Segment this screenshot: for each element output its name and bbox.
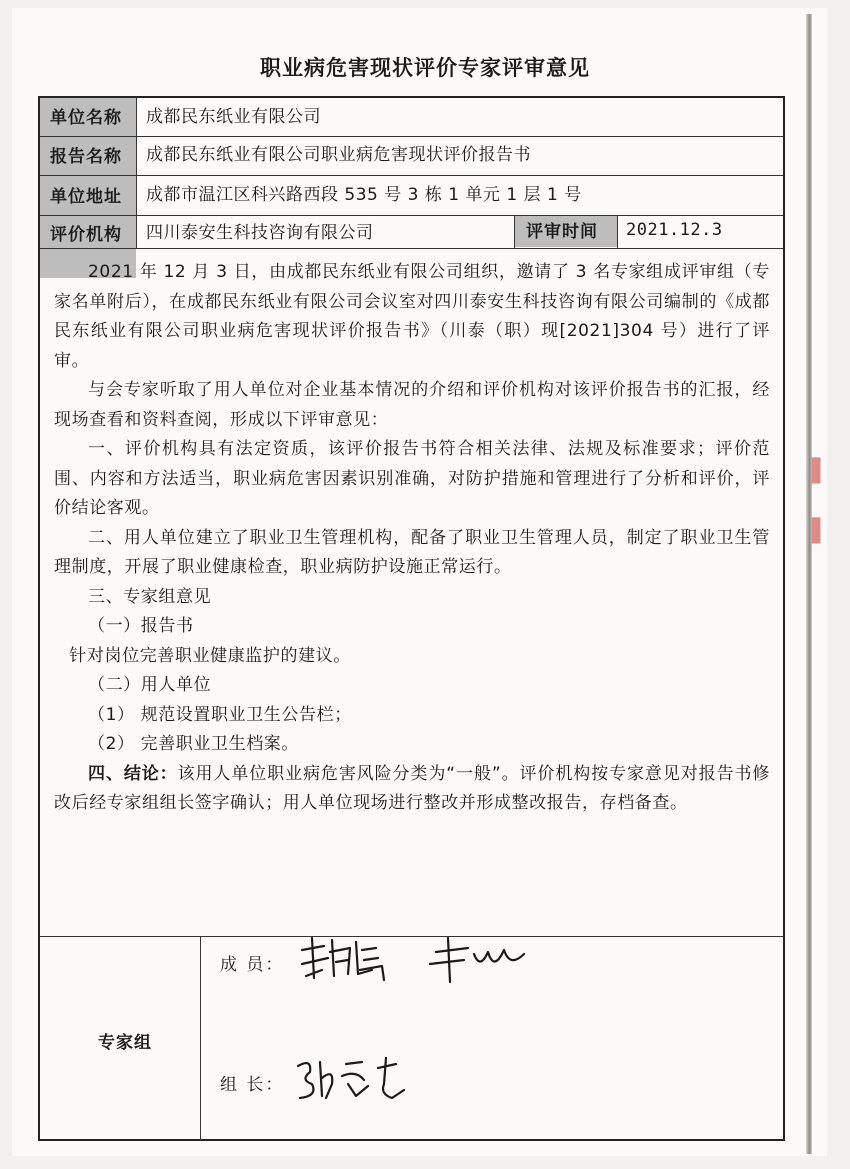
- expert-group-label: 专家组: [98, 1033, 152, 1053]
- row-divider: [40, 175, 783, 176]
- org-label: 评价机构: [50, 225, 122, 245]
- conclusion-heading: 四、结论：: [88, 763, 178, 784]
- stamp-fragment-top: ▌: [812, 459, 829, 484]
- opinion-item-3-heading: 三、专家组意见: [88, 586, 212, 607]
- leader-signature: [292, 1050, 412, 1110]
- review-time-label: 评审时间: [526, 222, 598, 242]
- suggestion-employer-2: （2） 完善职业卫生档案。: [87, 734, 300, 754]
- report-name-value: 成都民东纸业有限公司职业病危害现状评价报告书: [146, 145, 531, 165]
- column-divider: [617, 215, 618, 248]
- opinion-body: [54, 258, 770, 819]
- report-name-label: 报告名称: [50, 147, 122, 167]
- column-divider: [200, 936, 201, 1141]
- document-title: 职业病危害现状评价专家评审意见: [260, 56, 590, 80]
- opinion-paragraph-process: 与会专家听取了用人单位对企业基本情况的介绍和评价机构对该评价报告书的汇报，经现场查看和资料查阅，形成以下评审意见：: [54, 380, 770, 430]
- sub-heading-employer: （二）用人单位: [87, 675, 212, 695]
- org-value: 四川泰安生科技咨询有限公司: [146, 223, 374, 243]
- address-label: 单位地址: [50, 187, 122, 207]
- leader-label: 组 长：: [220, 1075, 285, 1095]
- conclusion-paragraph: [54, 760, 770, 819]
- conclusion-text: 该用人单位职业病危害风险分类为“一般”。评价机构按专家意见对报告书修改后经专家组组长签字确认；用人单位现场进行整改并形成整改报告，存档备查。: [54, 763, 770, 813]
- member-signatures: [298, 930, 528, 990]
- member-label: 成 员：: [220, 955, 285, 975]
- column-divider: [136, 98, 137, 248]
- unit-name-value: 成都民东纸业有限公司: [146, 107, 321, 127]
- column-divider: [514, 215, 515, 248]
- suggestion-employer-1: （1） 规范设置职业卫生公告栏；: [87, 704, 352, 725]
- opinion-item-2: 二、用人单位建立了职业卫生管理机构，配备了职业卫生管理人员，制定了职业卫生管理制度，开展了职业健康检查，职业病防护设施正常运行。: [54, 527, 770, 577]
- review-form-table: [38, 96, 785, 1141]
- opinion-item-1: 一、评价机构具有法定资质，该评价报告书符合相关法律、法规及标准要求；评价范围、内容和方法适当，职业病危害因素识别准确，对防护措施和管理进行了分析和评价，评价结论客观。: [54, 439, 770, 518]
- opinion-paragraph-intro: 2021 年 12 月 3 日，由成都民东纸业有限公司组织，邀请了 3 名专家组成评审组（专家名单附后），在成都民东纸业有限公司会议室对四川泰安生科技咨询有限公司编制的《成都民东纸业有限公司职业病危害现状评价报告书》（川泰（职）现[2021]304 号）进行了评审。: [54, 262, 770, 371]
- row-divider: [40, 248, 783, 249]
- row-divider: [40, 215, 783, 216]
- review-time-value: 2021.12.3: [626, 220, 723, 240]
- sub-heading-report: （一）报告书: [87, 616, 194, 636]
- address-value: 成都市温江区科兴路西段 535 号 3 栋 1 单元 1 层 1 号: [146, 185, 582, 205]
- row-divider: [40, 136, 783, 137]
- binding-edge: [806, 14, 812, 1154]
- stamp-fragment-bottom: ▌: [812, 519, 829, 544]
- unit-name-label: 单位名称: [50, 108, 122, 128]
- suggestion-report: 针对岗位完善职业健康监护的建议。: [69, 645, 351, 666]
